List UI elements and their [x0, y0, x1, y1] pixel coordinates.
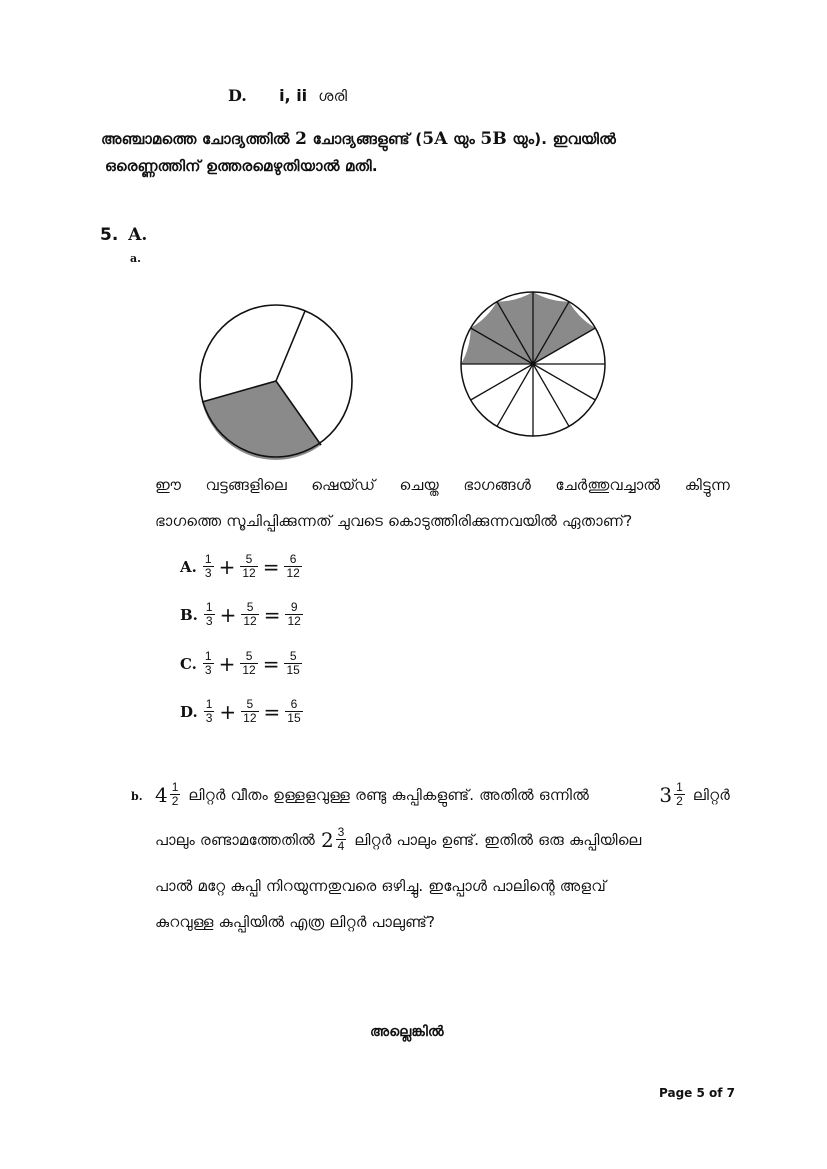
fraction — [170, 781, 181, 808]
numerator: 1 — [205, 697, 213, 711]
option-label: A. — [180, 557, 197, 576]
mixed-fraction-4-1-2 — [155, 781, 182, 808]
instruction-5a: 5A — [422, 129, 448, 149]
sub-b-line-2 — [155, 826, 730, 853]
denominator: 3 — [205, 614, 213, 628]
numerator: 1 — [205, 600, 213, 614]
denominator: 2 — [171, 794, 179, 808]
or-separator: അല്ലെങ്കിൽ — [370, 1024, 444, 1040]
option-d — [180, 698, 305, 725]
denominator: 12 — [287, 614, 301, 628]
numerator: 5 — [289, 649, 297, 663]
option-label: C. — [180, 654, 197, 673]
denominator: 15 — [286, 663, 300, 677]
page-current: 5 — [696, 1086, 705, 1100]
fraction — [284, 650, 301, 677]
instruction-line-2: ഒരെണ്ണത്തിന് ഉത്തരമെഴുതിയാൽ മതി. — [105, 157, 378, 175]
page-total: 7 — [726, 1086, 736, 1100]
fraction — [203, 650, 214, 677]
circle-2-divider — [533, 364, 569, 426]
instruction-count: 2 — [295, 129, 308, 149]
numerator: 5 — [246, 697, 254, 711]
fraction — [674, 781, 685, 808]
instruction-text-d: യും). ഇവയിൽ — [506, 130, 616, 148]
mixed-whole: 2 — [320, 827, 334, 852]
sub-b-label: b. — [131, 790, 143, 803]
question-part: A. — [128, 225, 148, 245]
denominator: 15 — [287, 711, 301, 725]
numerator: 6 — [290, 697, 298, 711]
sub-b-line-1 — [155, 781, 730, 808]
top-option-text: ശരി — [318, 87, 348, 105]
top-option-label: D. — [228, 86, 247, 105]
mixed-whole: 4 — [155, 782, 168, 807]
circle-2-divider — [471, 364, 533, 400]
equals-sign: = — [263, 699, 281, 724]
option-label: B. — [180, 605, 198, 624]
numerator: 3 — [337, 825, 345, 839]
circle-2-divider — [497, 364, 533, 426]
circle-2-divider — [533, 364, 595, 400]
fraction — [285, 601, 302, 628]
fraction — [241, 698, 258, 725]
sub-b-line-3: പാൽ മറ്റേ കുപ്പി നിറയുന്നതുവരെ ഒഴിച്ചു. ഇപ്പോൾ പാലിന്റെ അളവ് — [155, 877, 607, 895]
question-number: 5. — [100, 225, 119, 245]
page-of: of — [704, 1086, 727, 1100]
denominator: 12 — [286, 566, 300, 580]
mixed-whole: 3 — [659, 782, 673, 807]
denominator: 12 — [243, 711, 257, 725]
top-option-roman: i, ii — [279, 86, 308, 105]
instruction-5b: 5B — [480, 129, 507, 149]
denominator: 4 — [337, 839, 345, 853]
mixed-fraction-3-1-2 — [659, 781, 686, 808]
fraction — [241, 601, 258, 628]
denominator: 3 — [204, 663, 212, 677]
denominator: 3 — [205, 711, 213, 725]
fraction — [240, 650, 257, 677]
denominator: 2 — [676, 794, 683, 808]
fraction — [284, 553, 301, 580]
page-label: Page — [659, 1086, 697, 1100]
plus-sign: + — [218, 651, 236, 676]
plus-sign: + — [218, 554, 236, 579]
sub-a-question-line-2: ഭാഗത്തെ സൂചിപ്പിക്കുന്നത് ചുവടെ കൊടുത്തിരിക്കുന്നവയിൽ ഏതാണ്? — [155, 512, 633, 530]
numerator: 5 — [245, 552, 253, 566]
denominator: 12 — [242, 566, 256, 580]
instruction-text-a: അഞ്ചാമത്തെ ചോദ്യത്തിൽ — [101, 130, 296, 148]
numerator: 1 — [676, 780, 683, 794]
sub-b-text-1: ലിറ്റർ വീതം ഉള്ളളവുള്ള രണ്ടു കുപ്പികളുണ്ട്. അതിൽ ഒന്നിൽ — [188, 785, 590, 804]
option-c — [180, 650, 304, 677]
page-number — [659, 1086, 735, 1100]
fraction — [204, 698, 215, 725]
option-b — [180, 601, 305, 628]
sub-b-line-4: കുറവുള്ള കുപ്പിയിൽ എത്ര ലിറ്റർ പാലുണ്ട്? — [155, 913, 436, 931]
circle-diagrams — [0, 0, 827, 500]
sub-b-text-2: ലിറ്റർ — [692, 785, 730, 804]
numerator: 5 — [245, 649, 253, 663]
sub-b-text-3: പാലും രണ്ടാമത്തേതിൽ — [155, 830, 315, 849]
equals-sign: = — [262, 554, 280, 579]
numerator: 5 — [246, 600, 254, 614]
instruction-text-c: യും — [447, 130, 481, 148]
numerator: 6 — [289, 552, 297, 566]
sub-a-label: a. — [130, 252, 141, 265]
denominator: 3 — [204, 566, 212, 580]
circle-1-divider-1 — [276, 311, 305, 381]
plus-sign: + — [219, 602, 237, 627]
denominator: 12 — [242, 663, 256, 677]
sub-a-question-line-1: ഈ വട്ടങ്ങളിലെ ഷെയ്ഡ് ചെയ്ത ഭാഗങ്ങൾ ചേർത്തുവച്ചാൽ കിട്ടുന്ന — [155, 476, 730, 494]
circle-2 — [461, 292, 605, 436]
numerator: 1 — [204, 552, 212, 566]
mixed-fraction-2-3-4 — [321, 826, 348, 853]
fraction — [203, 553, 214, 580]
numerator: 1 — [171, 780, 179, 794]
numerator: 1 — [204, 649, 212, 663]
numerator: 9 — [290, 600, 298, 614]
circle-1 — [200, 305, 352, 460]
equals-sign: = — [262, 651, 280, 676]
option-label: D. — [180, 702, 198, 721]
fraction — [204, 601, 215, 628]
equals-sign: = — [263, 602, 281, 627]
denominator: 12 — [243, 614, 257, 628]
fraction — [285, 698, 302, 725]
plus-sign: + — [219, 699, 237, 724]
sub-b-text-4: ലിറ്റർ പാലും ഉണ്ട്. ഇതിൽ ഒരു കുപ്പിയിലെ — [354, 830, 642, 849]
option-a — [180, 553, 304, 580]
instruction-text-b: ചോദ്യങ്ങളുണ്ട് ( — [307, 130, 423, 148]
fraction — [336, 826, 347, 853]
fraction — [240, 553, 257, 580]
